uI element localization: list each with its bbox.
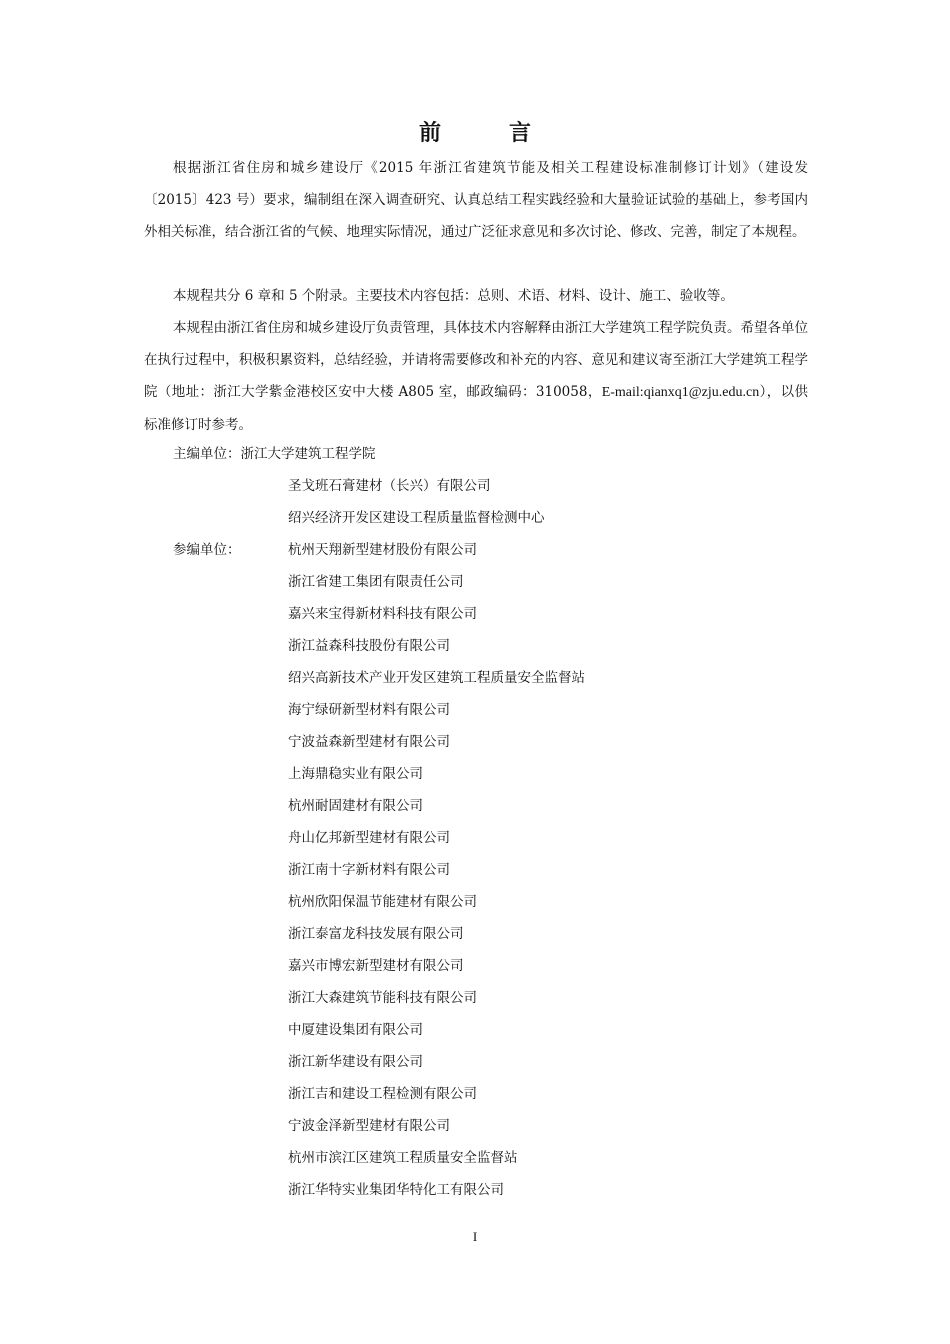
preface-paragraph-2: 本规程共分 6 章和 5 个附录。主要技术内容包括：总则、术语、材料、设计、施工、验收等。 [173,288,734,304]
page-title [0,116,950,147]
chief-editor-label: 主编单位：浙江大学建筑工程学院 [173,446,376,462]
participant-org: 海宁绿研新型材料有限公司 [288,702,450,718]
chief-editor-org: 圣戈班石膏建材（长兴）有限公司 [288,478,491,494]
participant-org: 浙江大森建筑节能科技有限公司 [288,990,477,1006]
paragraph-3-tail: ），以供标准修订时参考。 [144,384,808,433]
participant-org: 上海鼎稳实业有限公司 [288,766,423,782]
participant-org: 杭州市滨江区建筑工程质量安全监督站 [288,1150,518,1166]
chief-editor-org: 绍兴经济开发区建设工程质量监督检测中心 [288,510,545,526]
participant-org: 杭州天翔新型建材股份有限公司 [288,542,477,558]
participant-org: 嘉兴市博宏新型建材有限公司 [288,958,464,974]
participant-org: 嘉兴来宝得新材料科技有限公司 [288,606,477,622]
participant-org: 舟山亿邦新型建材有限公司 [288,830,450,846]
participant-org: 浙江省建工集团有限责任公司 [288,574,464,590]
participant-org: 浙江南十字新材料有限公司 [288,862,450,878]
preface-paragraph-1: 根据浙江省住房和城乡建设厅《2015 年浙江省建筑节能及相关工程建设标准制修订计划》（建设发〔2015〕423 号）要求，编制组在深入调查研究、认真总结工程实践经验和大量验证试验的基础上，参考国内外相关标准，结合浙江省的气候、地理实际情况，通过广泛征求意见和多次讨论、修改、完善，制定了本规程。 [144,160,808,240]
participant-org: 绍兴高新技术产业开发区建筑工程质量安全监督站 [288,670,585,686]
participant-org: 浙江新华建设有限公司 [288,1054,423,1070]
title-char-1: 前 [418,120,441,146]
participant-org: 浙江华特实业集团华特化工有限公司 [288,1182,504,1198]
participant-org: 宁波益森新型建材有限公司 [288,734,450,750]
participant-org: 杭州欣阳保温节能建材有限公司 [288,894,477,910]
participant-label: 参编单位： [173,542,241,558]
participant-org: 浙江吉和建设工程检测有限公司 [288,1086,477,1102]
preface-paragraph-3 [144,312,808,441]
title-char-2: 言 [509,120,532,146]
participant-org: 杭州耐固建材有限公司 [288,798,423,814]
participant-org: 浙江益森科技股份有限公司 [288,638,450,654]
contact-email: E-mail:qianxq1@zju.edu.cn [601,385,760,400]
participant-org: 浙江泰富龙科技发展有限公司 [288,926,464,942]
participant-org: 中厦建设集团有限公司 [288,1022,423,1038]
paragraph-3-text: 本规程由浙江省住房和城乡建设厅负责管理，具体技术内容解释由浙江大学建筑工程学院负责。希望各单位在执行过程中，积极积累资料，总结经验，并请将需要修改和补充的内容、意见和建议寄至浙江大学建筑工程学院（地址：浙江大学紫金港校区安中大楼 A805 室，邮政编码：310058， [144,320,808,400]
participant-org: 宁波金泽新型建材有限公司 [288,1118,450,1134]
page-number: I [472,1229,478,1244]
